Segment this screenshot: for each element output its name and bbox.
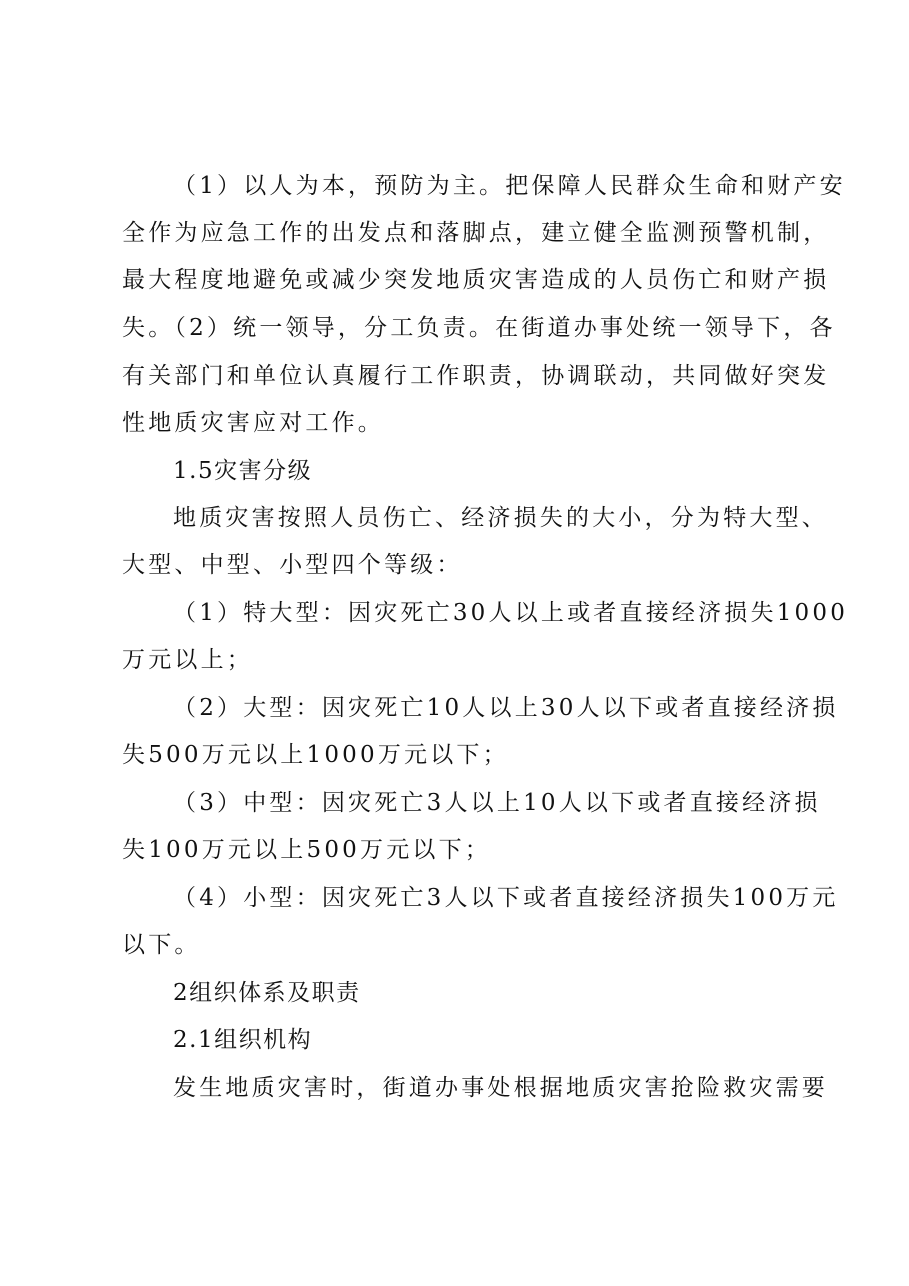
list-item-line: 失500万元以上1000万元以下； [122, 742, 509, 768]
list-item-line: （3）中型：因灾死亡3人以上10人以下或者直接经济损 [173, 790, 821, 816]
list-item-line: （1）特大型：因灾死亡30人以上或者直接经济损失1000 [173, 600, 849, 626]
paragraph-line: 发生地质灾害时，街道办事处根据地质灾害抢险救灾需要 [173, 1075, 828, 1101]
list-item-line: 失100万元以上500万元以下； [122, 837, 491, 863]
list-item-line: （2）大型：因灾死亡10人以上30人以下或者直接经济损 [173, 695, 839, 721]
section-heading-2-1: 2.1组织机构 [173, 1027, 313, 1053]
list-item-line: （4）小型：因灾死亡3人以下或者直接经济损失100万元 [173, 885, 839, 911]
paragraph-line: （1）以人为本，预防为主。把保障人民群众生命和财产安 [173, 173, 846, 199]
paragraph-line: 全作为应急工作的出发点和落脚点，建立健全监测预警机制， [122, 220, 830, 246]
paragraph-line: 地质灾害按照人员伤亡、经济损失的大小，分为特大型、 [173, 505, 828, 531]
paragraph-line: 有关部门和单位认真履行工作职责，协调联动，共同做好突发 [122, 363, 830, 389]
paragraph-line: 大型、中型、小型四个等级： [122, 552, 463, 578]
section-heading-2: 2组织体系及职责 [173, 980, 361, 1006]
list-item-line: 万元以上； [122, 647, 253, 673]
paragraph-line: 最大程度地避免或减少突发地质灾害造成的人员伤亡和财产损 [122, 267, 830, 293]
list-item-line: 以下。 [122, 932, 201, 958]
paragraph-line: 失。（2）统一领导，分工负责。在街道办事处统一领导下，各 [122, 315, 836, 341]
paragraph-line: 性地质灾害应对工作。 [122, 410, 384, 436]
section-heading-1-5: 1.5灾害分级 [173, 458, 313, 484]
